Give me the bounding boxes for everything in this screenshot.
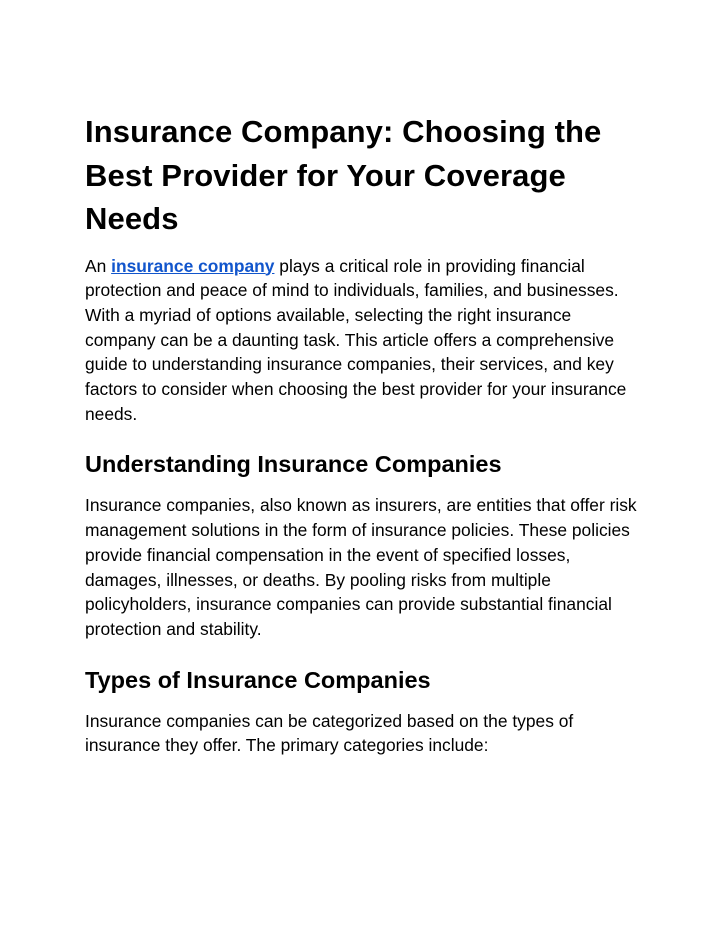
intro-paragraph xyxy=(85,254,645,427)
section-heading-types: Types of Insurance Companies xyxy=(85,666,431,693)
intro-body: plays a critical role in providing financial protection and peace of mind to individuals, families, and businesses. With a myriad of options available, selecting the right insurance company can be a daunting task. This article offers a comprehensive guide to understanding insurance companies, their services, and key factors to consider when choosing the best provider for your insurance needs. xyxy=(85,255,627,424)
intro-prefix: An xyxy=(85,255,112,276)
document-page xyxy=(85,110,645,758)
section-body-types: Insurance companies can be categorized based on the types of insurance they offer. The primary categories include: xyxy=(85,710,574,756)
page-title: Insurance Company: Choosing the Best Provider for Your Coverage Needs xyxy=(85,114,602,236)
section-body-understanding: Insurance companies, also known as insurers, are entities that offer risk management solutions in the form of insurance policies. These policies provide financial compensation in the event of specified losses, damages, illnesses, or deaths. By pooling risks from multiple policyholders, insurance companies can provide substantial financial protection and stability. xyxy=(85,495,637,639)
section-heading-understanding: Understanding Insurance Companies xyxy=(85,451,502,478)
insurance-company-link[interactable]: insurance company xyxy=(111,255,275,276)
